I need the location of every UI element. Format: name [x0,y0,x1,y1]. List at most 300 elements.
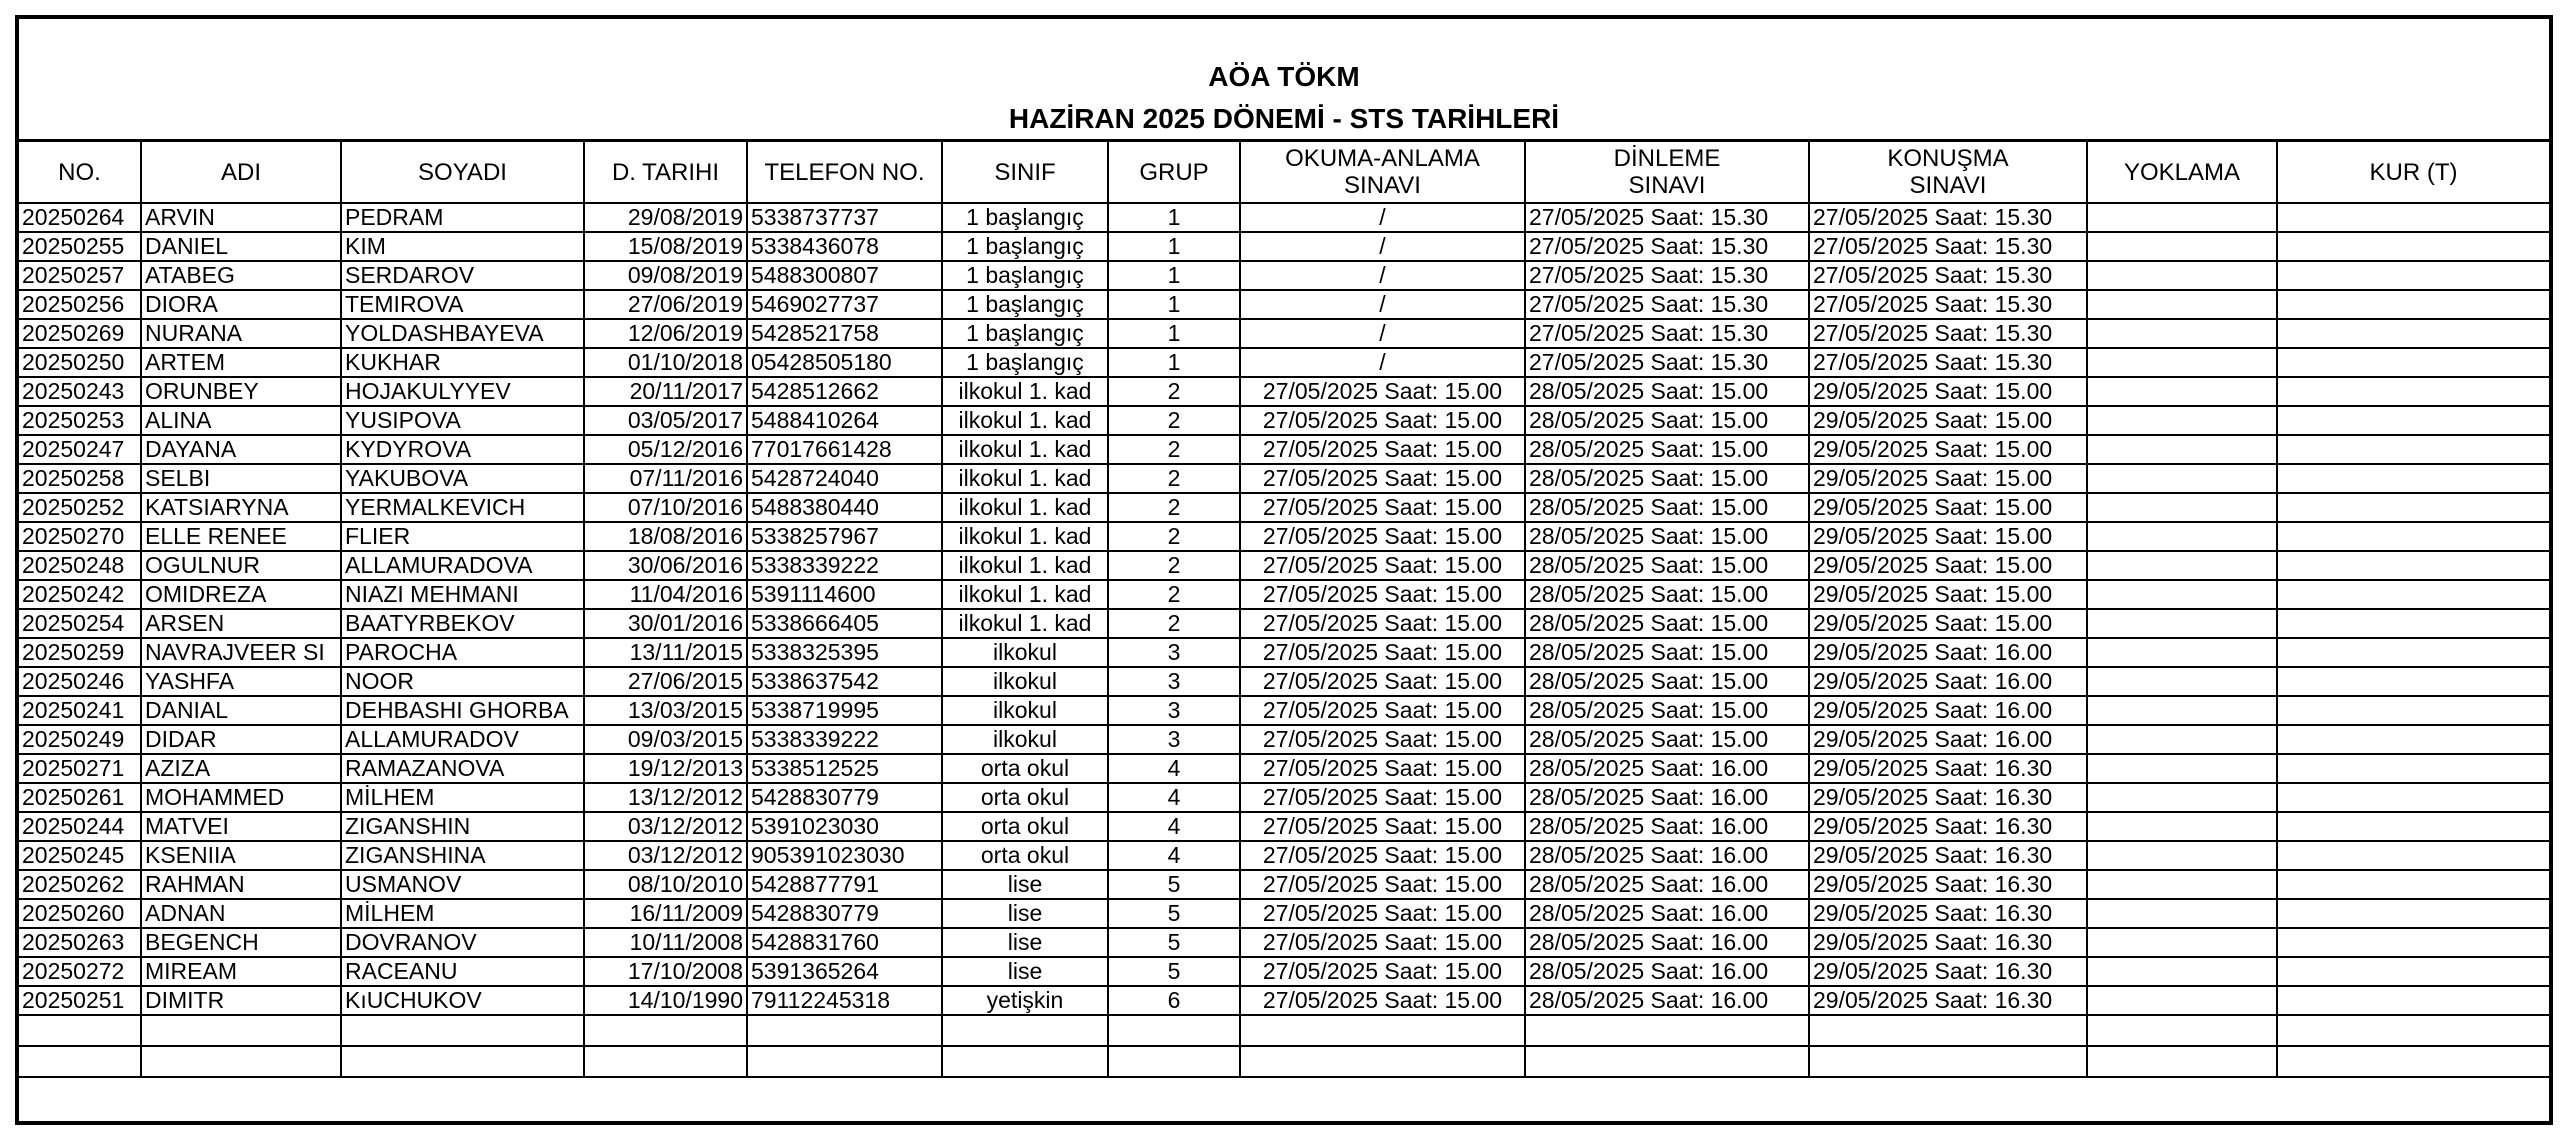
cell-konusma: 29/05/2025 Saat: 16.30 [1809,957,2087,986]
cell-okuma: / [1240,348,1525,377]
cell-grup: 2 [1108,522,1240,551]
cell-telefon: 5338325395 [747,638,942,667]
cell-konusma-empty [1809,1015,2087,1046]
table-row [19,406,2549,435]
cell-dinleme: 28/05/2025 Saat: 15.00 [1525,667,1809,696]
cell-soyadi: ALLAMURADOV [341,725,584,754]
cell-soyadi: MİLHEM [341,783,584,812]
cell-sinif: ilkokul 1. kad [942,464,1108,493]
cell-dinleme: 28/05/2025 Saat: 15.00 [1525,725,1809,754]
cell-d-tarihi: 03/12/2012 [584,812,747,841]
cell-no: 20250258 [19,464,141,493]
cell-d-tarihi: 15/08/2019 [584,232,747,261]
header-konusma-line2: SINAVI [1909,172,1987,199]
cell-yoklama-empty [2087,1046,2277,1077]
cell-dinleme: 28/05/2025 Saat: 15.00 [1525,551,1809,580]
cell-adi: NAVRAJVEER SI [141,638,341,667]
cell-grup: 2 [1108,493,1240,522]
cell-sinif-empty [942,1015,1108,1046]
cell-konusma: 29/05/2025 Saat: 15.00 [1809,580,2087,609]
cell-telefon: 5338666405 [747,609,942,638]
cell-yoklama [2087,667,2277,696]
cell-telefon: 77017661428 [747,435,942,464]
cell-no: 20250270 [19,522,141,551]
cell-d-tarihi: 01/10/2018 [584,348,747,377]
table-row [19,667,2549,696]
cell-konusma: 29/05/2025 Saat: 15.00 [1809,406,2087,435]
cell-yoklama [2087,696,2277,725]
cell-kur [2277,522,2549,551]
cell-grup-empty [1108,1046,1240,1077]
cell-okuma: / [1240,290,1525,319]
cell-konusma: 27/05/2025 Saat: 15.30 [1809,203,2087,232]
cell-yoklama [2087,435,2277,464]
cell-dinleme: 27/05/2025 Saat: 15.30 [1525,290,1809,319]
cell-d-tarihi-empty [584,1015,747,1046]
cell-adi: MOHAMMED [141,783,341,812]
cell-d-tarihi: 10/11/2008 [584,928,747,957]
cell-telefon: 05428505180 [747,348,942,377]
table-row [19,986,2549,1015]
cell-d-tarihi: 05/12/2016 [584,435,747,464]
cell-adi: ORUNBEY [141,377,341,406]
cell-d-tarihi: 30/01/2016 [584,609,747,638]
cell-konusma: 29/05/2025 Saat: 15.00 [1809,377,2087,406]
cell-soyadi: KUKHAR [341,348,584,377]
cell-konusma: 27/05/2025 Saat: 15.30 [1809,261,2087,290]
cell-sinif: ilkokul 1. kad [942,609,1108,638]
cell-adi: DIMITR [141,986,341,1015]
cell-okuma: 27/05/2025 Saat: 15.00 [1240,667,1525,696]
cell-no: 20250269 [19,319,141,348]
table-row [19,203,2549,232]
cell-yoklama [2087,783,2277,812]
cell-yoklama [2087,232,2277,261]
cell-kur [2277,667,2549,696]
cell-no: 20250246 [19,667,141,696]
cell-no: 20250254 [19,609,141,638]
cell-no: 20250271 [19,754,141,783]
cell-yoklama [2087,406,2277,435]
cell-soyadi: MİLHEM [341,899,584,928]
table-row [19,638,2549,667]
cell-adi: ATABEG [141,261,341,290]
document-sheet [15,15,2553,1125]
cell-yoklama [2087,957,2277,986]
cell-d-tarihi: 11/04/2016 [584,580,747,609]
cell-adi: ARTEM [141,348,341,377]
cell-sinif: 1 başlangıç [942,203,1108,232]
cell-soyadi: RACEANU [341,957,584,986]
header-konusma [1809,141,2087,204]
cell-okuma: 27/05/2025 Saat: 15.00 [1240,464,1525,493]
cell-d-tarihi: 13/12/2012 [584,783,747,812]
cell-grup: 2 [1108,580,1240,609]
cell-yoklama-empty [2087,1015,2277,1046]
cell-kur [2277,406,2549,435]
cell-okuma: 27/05/2025 Saat: 15.00 [1240,986,1525,1015]
cell-sinif: 1 başlangıç [942,348,1108,377]
cell-soyadi: YUSIPOVA [341,406,584,435]
cell-d-tarihi: 13/11/2015 [584,638,747,667]
cell-kur [2277,638,2549,667]
table-row [19,783,2549,812]
cell-yoklama [2087,551,2277,580]
cell-soyadi: HOJAKULYYEV [341,377,584,406]
cell-adi: NURANA [141,319,341,348]
header-okuma-line2: SINAVI [1344,172,1421,199]
cell-sinif: ilkokul [942,638,1108,667]
cell-soyadi: KYDYROVA [341,435,584,464]
cell-adi: ELLE RENEE [141,522,341,551]
cell-konusma: 29/05/2025 Saat: 16.30 [1809,812,2087,841]
cell-adi: SELBI [141,464,341,493]
cell-adi: MATVEI [141,812,341,841]
cell-sinif: ilkokul 1. kad [942,580,1108,609]
cell-adi: ARVIN [141,203,341,232]
cell-grup: 1 [1108,232,1240,261]
cell-no: 20250252 [19,493,141,522]
cell-konusma: 27/05/2025 Saat: 15.30 [1809,232,2087,261]
cell-grup: 3 [1108,725,1240,754]
cell-sinif: lise [942,899,1108,928]
cell-soyadi: PAROCHA [341,638,584,667]
cell-okuma: 27/05/2025 Saat: 15.00 [1240,522,1525,551]
cell-okuma: 27/05/2025 Saat: 15.00 [1240,551,1525,580]
table-row [19,580,2549,609]
cell-okuma: 27/05/2025 Saat: 15.00 [1240,754,1525,783]
cell-dinleme: 28/05/2025 Saat: 16.00 [1525,754,1809,783]
cell-adi: AZIZA [141,754,341,783]
cell-d-tarihi: 30/06/2016 [584,551,747,580]
table-row [19,899,2549,928]
cell-soyadi: YOLDASHBAYEVA [341,319,584,348]
table-row [19,551,2549,580]
cell-yoklama [2087,493,2277,522]
cell-yoklama [2087,928,2277,957]
cell-sinif: 1 başlangıç [942,290,1108,319]
cell-konusma: 29/05/2025 Saat: 16.30 [1809,783,2087,812]
table-row [19,348,2549,377]
cell-telefon-empty [747,1046,942,1077]
cell-kur [2277,957,2549,986]
table-row [19,754,2549,783]
cell-grup: 2 [1108,406,1240,435]
cell-dinleme: 28/05/2025 Saat: 16.00 [1525,812,1809,841]
cell-okuma: 27/05/2025 Saat: 15.00 [1240,609,1525,638]
header-soyadi: SOYADI [341,141,584,204]
cell-grup-empty [1108,1015,1240,1046]
cell-adi: MIREAM [141,957,341,986]
cell-sinif: orta okul [942,783,1108,812]
cell-kur [2277,290,2549,319]
cell-yoklama [2087,261,2277,290]
cell-telefon: 5391023030 [747,812,942,841]
empty-row [19,1015,2549,1046]
cell-d-tarihi: 18/08/2016 [584,522,747,551]
cell-grup: 2 [1108,435,1240,464]
cell-sinif: ilkokul 1. kad [942,493,1108,522]
cell-d-tarihi: 07/11/2016 [584,464,747,493]
cell-okuma: 27/05/2025 Saat: 15.00 [1240,638,1525,667]
cell-d-tarihi: 03/12/2012 [584,841,747,870]
cell-no: 20250262 [19,870,141,899]
table-row [19,377,2549,406]
cell-konusma-empty [1809,1046,2087,1077]
cell-konusma: 29/05/2025 Saat: 16.00 [1809,638,2087,667]
cell-telefon: 5338436078 [747,232,942,261]
cell-grup: 2 [1108,464,1240,493]
cell-okuma: 27/05/2025 Saat: 15.00 [1240,957,1525,986]
cell-okuma: / [1240,319,1525,348]
cell-d-tarihi: 20/11/2017 [584,377,747,406]
cell-soyadi: KIM [341,232,584,261]
cell-konusma: 29/05/2025 Saat: 15.00 [1809,493,2087,522]
cell-grup: 1 [1108,261,1240,290]
cell-telefon: 5391114600 [747,580,942,609]
cell-adi: YASHFA [141,667,341,696]
cell-soyadi: SERDAROV [341,261,584,290]
cell-grup: 4 [1108,754,1240,783]
cell-soyadi: DOVRANOV [341,928,584,957]
cell-telefon: 5428830779 [747,899,942,928]
cell-no: 20250259 [19,638,141,667]
cell-grup: 1 [1108,348,1240,377]
cell-konusma: 29/05/2025 Saat: 16.00 [1809,725,2087,754]
cell-grup: 4 [1108,841,1240,870]
table-row [19,870,2549,899]
cell-yoklama [2087,522,2277,551]
cell-okuma: / [1240,203,1525,232]
cell-yoklama [2087,754,2277,783]
cell-no: 20250263 [19,928,141,957]
cell-okuma: 27/05/2025 Saat: 15.00 [1240,435,1525,464]
header-okuma-line1: OKUMA-ANLAMA [1285,145,1480,172]
cell-telefon: 5338339222 [747,725,942,754]
header-dinleme-line1: DİNLEME [1613,145,1721,172]
cell-grup: 3 [1108,667,1240,696]
cell-yoklama [2087,986,2277,1015]
cell-no: 20250256 [19,290,141,319]
cell-sinif: 1 başlangıç [942,232,1108,261]
cell-grup: 2 [1108,551,1240,580]
cell-dinleme-empty [1525,1046,1809,1077]
header-sinif: SINIF [942,141,1108,204]
cell-adi: KSENIIA [141,841,341,870]
cell-telefon: 5338637542 [747,667,942,696]
document-title: AÖA TÖKM [1208,61,1360,92]
cell-d-tarihi: 09/08/2019 [584,261,747,290]
cell-sinif: yetişkin [942,986,1108,1015]
cell-adi: DANIAL [141,696,341,725]
cell-dinleme: 28/05/2025 Saat: 16.00 [1525,928,1809,957]
cell-yoklama [2087,609,2277,638]
cell-no: 20250248 [19,551,141,580]
cell-okuma: 27/05/2025 Saat: 15.00 [1240,696,1525,725]
cell-konusma: 29/05/2025 Saat: 16.30 [1809,841,2087,870]
header-adi: ADI [141,141,341,204]
cell-grup: 1 [1108,290,1240,319]
cell-d-tarihi: 16/11/2009 [584,899,747,928]
cell-dinleme: 28/05/2025 Saat: 15.00 [1525,696,1809,725]
cell-okuma: 27/05/2025 Saat: 15.00 [1240,783,1525,812]
cell-soyadi: BAATYRBEKOV [341,609,584,638]
cell-sinif: orta okul [942,841,1108,870]
cell-konusma: 29/05/2025 Saat: 15.00 [1809,609,2087,638]
cell-okuma: 27/05/2025 Saat: 15.00 [1240,928,1525,957]
cell-grup: 6 [1108,986,1240,1015]
cell-telefon: 5428877791 [747,870,942,899]
cell-d-tarihi: 13/03/2015 [584,696,747,725]
cell-soyadi: RAMAZANOVA [341,754,584,783]
cell-adi-empty [141,1046,341,1077]
cell-konusma: 27/05/2025 Saat: 15.30 [1809,319,2087,348]
cell-d-tarihi: 07/10/2016 [584,493,747,522]
cell-sinif: orta okul [942,754,1108,783]
cell-yoklama [2087,870,2277,899]
cell-soyadi: NOOR [341,667,584,696]
cell-no: 20250250 [19,348,141,377]
header-dinleme [1525,141,1809,204]
cell-konusma: 29/05/2025 Saat: 16.30 [1809,870,2087,899]
cell-yoklama [2087,841,2277,870]
table-row [19,725,2549,754]
cell-telefon: 5488380440 [747,493,942,522]
cell-kur [2277,783,2549,812]
cell-no: 20250245 [19,841,141,870]
cell-soyadi: FLIER [341,522,584,551]
cell-grup: 5 [1108,928,1240,957]
cell-kur [2277,377,2549,406]
cell-sinif: ilkokul 1. kad [942,522,1108,551]
cell-dinleme: 27/05/2025 Saat: 15.30 [1525,232,1809,261]
cell-dinleme: 28/05/2025 Saat: 15.00 [1525,493,1809,522]
table-row [19,464,2549,493]
cell-soyadi: USMANOV [341,870,584,899]
cell-soyadi: KıUCHUKOV [341,986,584,1015]
cell-okuma: 27/05/2025 Saat: 15.00 [1240,812,1525,841]
cell-grup: 5 [1108,957,1240,986]
cell-sinif: ilkokul [942,667,1108,696]
table-row [19,435,2549,464]
header-konusma-line1: KONUŞMA [1887,145,2009,172]
cell-telefon: 5428831760 [747,928,942,957]
header-kur: KUR (T) [2277,141,2549,204]
cell-soyadi: ZIGANSHIN [341,812,584,841]
cell-telefon: 5338512525 [747,754,942,783]
cell-soyadi: YERMALKEVICH [341,493,584,522]
table-row [19,812,2549,841]
cell-dinleme: 27/05/2025 Saat: 15.30 [1525,261,1809,290]
cell-konusma: 29/05/2025 Saat: 15.00 [1809,464,2087,493]
cell-yoklama [2087,812,2277,841]
cell-dinleme: 27/05/2025 Saat: 15.30 [1525,203,1809,232]
cell-kur [2277,464,2549,493]
cell-kur [2277,493,2549,522]
cell-no: 20250255 [19,232,141,261]
cell-dinleme: 28/05/2025 Saat: 15.00 [1525,377,1809,406]
cell-okuma: 27/05/2025 Saat: 15.00 [1240,899,1525,928]
cell-soyadi: TEMIROVA [341,290,584,319]
cell-grup: 5 [1108,899,1240,928]
cell-soyadi: YAKUBOVA [341,464,584,493]
cell-telefon: 79112245318 [747,986,942,1015]
cell-sinif: ilkokul [942,696,1108,725]
cell-yoklama [2087,580,2277,609]
cell-telefon: 5428521758 [747,319,942,348]
cell-okuma: 27/05/2025 Saat: 15.00 [1240,580,1525,609]
cell-kur [2277,203,2549,232]
table-body [19,203,2549,1077]
cell-okuma: 27/05/2025 Saat: 15.00 [1240,493,1525,522]
cell-okuma-empty [1240,1046,1525,1077]
cell-no: 20250253 [19,406,141,435]
cell-d-tarihi: 14/10/1990 [584,986,747,1015]
header-d-tarihi: D. TARIHI [584,141,747,204]
cell-adi: BEGENCH [141,928,341,957]
table-row [19,522,2549,551]
cell-dinleme: 28/05/2025 Saat: 15.00 [1525,522,1809,551]
cell-no-empty [19,1015,141,1046]
cell-kur-empty [2277,1046,2549,1077]
cell-telefon: 5338257967 [747,522,942,551]
cell-telefon: 5428512662 [747,377,942,406]
cell-d-tarihi: 12/06/2019 [584,319,747,348]
cell-grup: 4 [1108,783,1240,812]
cell-okuma: 27/05/2025 Saat: 15.00 [1240,841,1525,870]
cell-adi: OMIDREZA [141,580,341,609]
cell-dinleme: 27/05/2025 Saat: 15.30 [1525,319,1809,348]
cell-adi-empty [141,1015,341,1046]
cell-adi: ARSEN [141,609,341,638]
cell-yoklama [2087,638,2277,667]
cell-dinleme: 28/05/2025 Saat: 15.00 [1525,435,1809,464]
cell-kur [2277,580,2549,609]
cell-okuma: 27/05/2025 Saat: 15.00 [1240,406,1525,435]
cell-d-tarihi: 19/12/2013 [584,754,747,783]
cell-grup: 3 [1108,696,1240,725]
cell-no: 20250247 [19,435,141,464]
cell-d-tarihi: 08/10/2010 [584,870,747,899]
cell-kur [2277,899,2549,928]
header-dinleme-line2: SINAVI [1628,172,1706,199]
cell-grup: 3 [1108,638,1240,667]
cell-konusma: 29/05/2025 Saat: 16.30 [1809,986,2087,1015]
cell-kur [2277,754,2549,783]
table-row [19,928,2549,957]
cell-d-tarihi-empty [584,1046,747,1077]
cell-no: 20250251 [19,986,141,1015]
header-telefon: TELEFON NO. [747,141,942,204]
cell-konusma: 27/05/2025 Saat: 15.30 [1809,348,2087,377]
cell-soyadi: ALLAMURADOVA [341,551,584,580]
cell-yoklama [2087,319,2277,348]
cell-soyadi-empty [341,1046,584,1077]
cell-grup: 5 [1108,870,1240,899]
cell-okuma: 27/05/2025 Saat: 15.00 [1240,725,1525,754]
cell-konusma: 29/05/2025 Saat: 16.30 [1809,899,2087,928]
cell-okuma: 27/05/2025 Saat: 15.00 [1240,377,1525,406]
cell-soyadi-empty [341,1015,584,1046]
cell-dinleme: 28/05/2025 Saat: 16.00 [1525,783,1809,812]
cell-konusma: 29/05/2025 Saat: 16.00 [1809,667,2087,696]
cell-kur [2277,551,2549,580]
cell-telefon: 5338737737 [747,203,942,232]
cell-konusma: 29/05/2025 Saat: 16.00 [1809,696,2087,725]
cell-sinif: ilkokul 1. kad [942,377,1108,406]
cell-no: 20250261 [19,783,141,812]
cell-konusma: 29/05/2025 Saat: 15.00 [1809,551,2087,580]
